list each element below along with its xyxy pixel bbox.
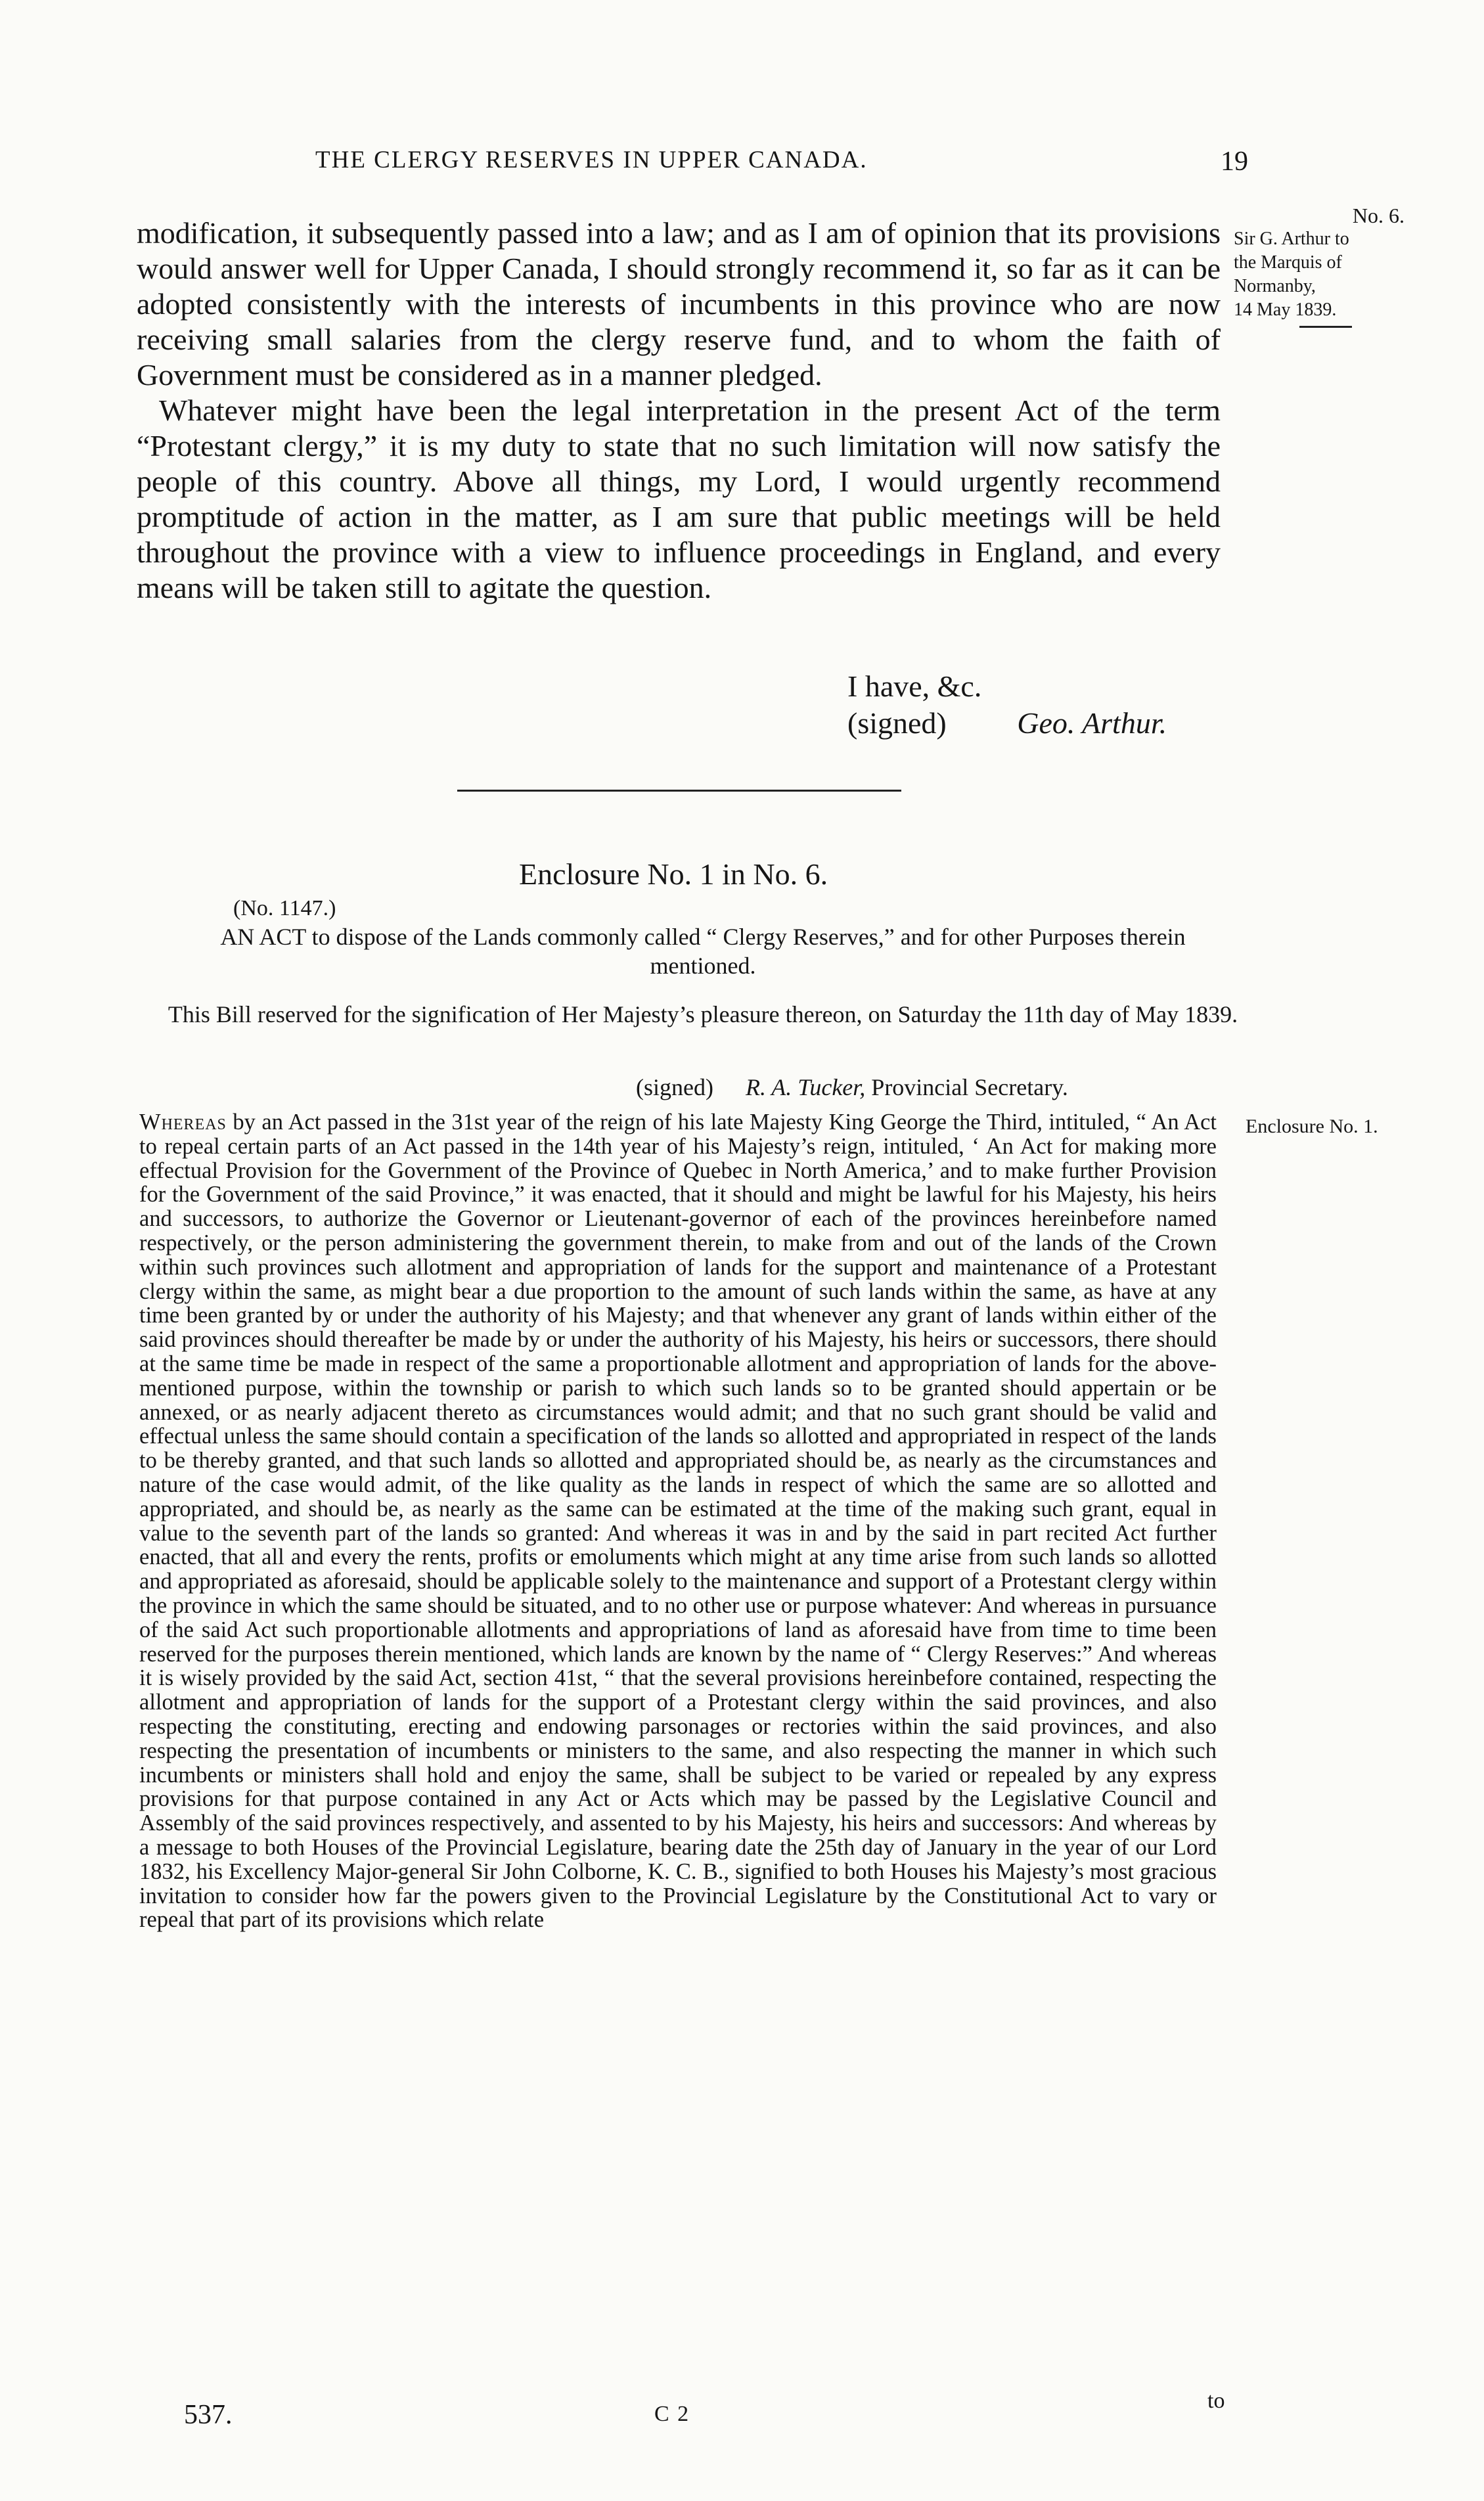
signatory-title: Provincial Secretary. (871, 1074, 1068, 1100)
enclosure-margin-label: Enclosure No. 1. (1246, 1115, 1378, 1137)
letter-closing: I have, &c. (847, 669, 982, 703)
margin-note-number: No. 6. (1352, 204, 1405, 227)
letter-paragraph: Whatever might have been the legal interpretation in the present Act of the term “Protestant clergy,” it is my duty to state that no such limitation will now satisfy the people of this country. Above all things, my Lord, I would urgently recommend promptitude of action in the matter, as I am sure that public meetings will be held throughout the province with a view to influence proceedings in England, and every means will be taken still to agitate the question. (137, 394, 1221, 604)
letter-body (137, 215, 1221, 606)
letter-signature (847, 706, 1167, 740)
act-number: (No. 1147.) (233, 896, 336, 920)
act-body (139, 1110, 1217, 1932)
signatory-name: R. A. Tucker, (745, 1074, 866, 1100)
margin-note-line: Sir G. Arthur to (1234, 229, 1349, 249)
page-number: 19 (1221, 146, 1248, 177)
act-text: by an Act passed in the 31st year of the reign of his late Majesty King George the Third, intituled, “ An Act to repeal certain parts of an Act passed in the 14th year of his Majesty’s reign, intituled, ‘ An Act for making more effectual Provision for the Government of the Province of Quebec in North America,’ and to make further Provision for the Government of the said Province,” it was enacted, that it should and might be lawful for his Majesty, his heirs and successors, to authorize the Governor or Lieutenant-governor of each of the provinces hereinbefore named respectively, or the person administering the government therein, to make from and out of the lands of the Crown within such provinces such allotment and appropriation of lands for the support and maintenance of a Protestant clergy within the same, as might bear a due proportion to the amount of such lands within the same, as have at any time been granted by or under the authority of his Majesty; and that whenever any grant of lands within either of the said provinces should thereafter be made by or under the authority of his Majesty, his heirs or successors, there should at the same time be made in respect of the same a proportionable allotment and appropriation of lands for the above-mentioned purpose, within the township or parish to which such lands so to be granted should appertain or be annexed, or as nearly adjacent thereto as circumstances would admit; and that no such grant should be valid and effectual unless the same should contain a specification of the lands so allotted and appropriated in respect of the lands to be thereby granted, and that such lands so allotted and appropriated should be, as nearly as the circumstances and nature of the case would admit, of the like quality as the lands in respect of which the same are so allotted and appropriated, and should be, as nearly as the same can be estimated at the time of the making such grant, equal in value to the seventh part of the lands so granted: And whereas it was in and by the said in part recited Act further enacted, that all and every the rents, profits or emoluments which might at any time arise from such lands so allotted and appropriated as aforesaid, should be applicable solely to the maintenance and support of a Protestant clergy within the province in which the same should be situated, and to no other use or purpose whatever: And whereas in pursuance of the said Act such proportionable allotments and appropriations of land as aforesaid have from time to time been reserved for the purposes therein mentioned, which lands are known by the name of “ Clergy Reserves:” And whereas it is wisely provided by the said Act, section 41st, “ that the several provisions hereinbefore contained, respecting the allotment and appropriation of lands for the support of a Protestant clergy within the said provinces, and also respecting the constituting, erecting and endowing parsonages or rectories within the said provinces, and also respecting the presentation of incumbents or ministers to the same, and also respecting the manner in which such incumbents or ministers shall hold and enjoy the same, shall be subject to be varied or repealed by any express provisions for that purpose contained in any Act or Acts which may be passed by the Legislative Council and Assembly of the said provinces respectively, and assented to by his Majesty, his heirs and successors: And whereas by a message to both Houses of the Provincial Legislature, bearing date the 25th day of January in the year of our Lord 1832, his Excellency Major-general Sir John Colborne, K. C. B., signified to both Houses his Majesty’s most gracious invitation to consider how far the powers given to the Provincial Legislature by the Constitutional Act to vary or repeal that part of its provisions which relate (139, 1110, 1217, 1933)
signatory-name: Geo. Arthur. (1017, 706, 1167, 740)
margin-note (1234, 204, 1431, 328)
act-opening-word: Whereas (139, 1110, 227, 1135)
margin-note-line: the Marquis of (1234, 252, 1342, 273)
page-header (315, 146, 1248, 177)
running-title: THE CLERGY RESERVES IN UPPER CANADA. (315, 146, 868, 173)
signed-label: (signed) (847, 706, 947, 740)
section-divider (457, 790, 901, 792)
secretary-signature (636, 1073, 1068, 1101)
act-title: AN ACT to dispose of the Lands commonly called “ Clergy Reserves,” and for other Purposes therein mentioned. (220, 924, 1186, 979)
signed-label: (signed) (636, 1074, 713, 1100)
margin-note-dash (1299, 326, 1352, 328)
enclosure-title: Enclosure No. 1 in No. 6. (519, 857, 828, 891)
margin-note-line: 14 May 1839. (1234, 300, 1337, 320)
reserved-note: This Bill reserved for the signification of Her Majesty’s pleasure thereon, on Saturday the 11th day of May 1839. (168, 1001, 1238, 1027)
signature-mark: C 2 (654, 2402, 690, 2426)
catchword: to (1207, 2389, 1225, 2413)
letter-paragraph: modification, it subsequently passed into a law; and as I am of opinion that its provisions would answer well for Upper Canada, I should strongly recommend it, so far as it can be adopted consistently with the interests of incumbents in this province who are now receiving small salaries from the clergy reserve fund, and to whom the faith of Government must be considered as in a manner pledged. (137, 216, 1221, 392)
margin-note-line: Normanby, (1234, 276, 1316, 296)
footer-number: 537. (184, 2400, 233, 2430)
